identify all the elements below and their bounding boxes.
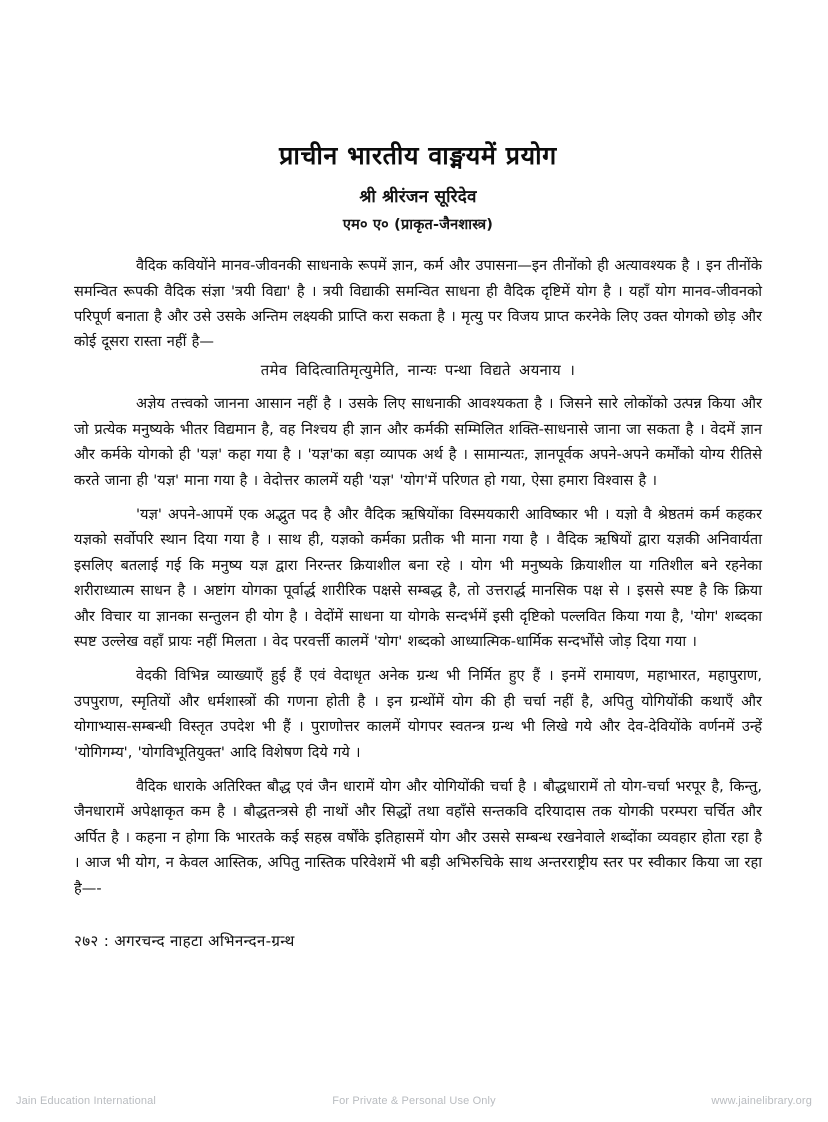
paragraph: वैदिक धाराके अतिरिक्त बौद्ध एवं जैन धारामें योग और योगियोंकी चर्चा है । बौद्धधारामें तो योग-चर्चा भरपूर है, किन्तु, जैनधारामें अपेक्षाकृत कम है । बौद्धतन्त्रसे ही नाथों और सिद्धों तथा वहाँसे सन्तकवि दरियादास तक योगकी परम्परा चर्चित और अर्पित है । कहना न होगा कि भारतके कई सहस्र वर्षोंके इतिहासमें योग और उससे सम्बन्ध रखनेवाले शब्दोंका व्यवहार होता रहा है । आज भी योग, न केवल आस्तिक, अपितु नास्तिक परिवेशमें भी बड़ी अभिरुचिके साथ अन्तरराष्ट्रीय स्तर पर स्वीकार किया जा रहा है—- [74, 777, 762, 897]
watermark-usage-notice: For Private & Personal Use Only [332, 1095, 496, 1107]
watermark-website: www.jainelibrary.org [711, 1095, 812, 1107]
page-title: प्राचीन भारतीय वाङ्मयमें प्रयोग [279, 141, 557, 170]
library-watermark-bar [0, 1080, 828, 1122]
author-name: श्री श्रीरंजन सूरिदेव [359, 187, 477, 208]
paragraph: 'यज्ञ' अपने-आपमें एक अद्भुत पद है और वैदिक ऋषियोंका विस्मयकारी आविष्कार भी । यज्ञो वै श्रेष्ठतमं कर्म कहकर यज्ञको सर्वोपरि स्थान दिया गया है । साथ ही, यज्ञको कर्मका प्रतीक भी माना गया है । वैदिक ऋषियों द्वारा यज्ञकी अनिवार्यता इसलिए बतलाई गई कि मनुष्य यज्ञ द्वारा निरन्तर क्रियाशील बना रहे । योग भी मनुष्यके क्रियाशील या गतिशील बने रहनेका शरीराध्यात्म साधन है । अष्टांग योगका पूर्वार्द्ध शारीरिक पक्षसे सम्बद्ध है, तो उत्तरार्द्ध मानसिक पक्ष से । इससे स्पष्ट है कि क्रिया और विचार या ज्ञानका सन्तुलन ही योग है । वेदोंमें साधना या योगके सन्दर्भमें इसी दृष्टिको पल्लवित किया गया है, 'योग' शब्दका स्पष्ट उल्लेख वहाँ प्रायः नहीं मिलता । वेद परवर्त्ती कालमें 'योग' शब्दको आध्यात्मिक-धार्मिक सन्दर्भोंसे जोड़ दिया गया । [74, 505, 762, 650]
masthead [74, 0, 762, 234]
page-content [74, 0, 762, 951]
body-text [74, 253, 762, 901]
author-credential: एम० ए० (प्राकृत-जैनशास्त्र) [342, 217, 494, 234]
paragraph: अज्ञेय तत्त्वको जानना आसान नहीं है । उसके लिए साधनाकी आवश्यकता है । जिसने सारे लोकोंको उत्पन्न किया और जो प्रत्येक मनुष्यके भीतर विद्यमान है, वह निश्चय ही ज्ञान और कर्मकी सम्मिलित शक्ति-साधनासे जाना जा सकता है । वेदमें ज्ञान और कर्मके योगको ही 'यज्ञ' कहा गया है । 'यज्ञ'का बड़ा व्यापक अर्थ है । सामान्यतः, ज्ञानपूर्वक अपने-अपने कर्मोंको योग्य रीतिसे करते जाना ही 'यज्ञ' माना गया है । वेदोत्तर कालमें यही 'यज्ञ' 'योग'में परिणत हो गया, ऐसा हमारा विश्वास है । [74, 395, 762, 489]
page-footline: २७२ : अगरचन्द नाहटा अभिनन्दन-ग्रन्थ [74, 932, 295, 950]
paragraph: वैदिक कवियोंने मानव-जीवनकी साधनाके रूपमें ज्ञान, कर्म और उपासना—इन तीनोंको ही अत्यावश्यक है । इन तीनोंके समन्वित रूपकी वैदिक संज्ञा 'त्रयी विद्या' है । त्रयी विद्याकी समन्वित साधना ही वैदिक दृष्टिमें योग है । यहाँ योग मानव-जीवनको परिपूर्ण बनाता है और उसे उसके अन्तिम लक्ष्यकी प्राप्ति करा सकता है । मृत्यु पर विजय प्राप्त करनेके लिए उक्त योगको छोड़ और कोई दूसरा रास्ता नहीं है— [74, 257, 762, 351]
watermark-organization: Jain Education International [16, 1095, 156, 1107]
sanskrit-verse: तमेव विदित्वातिमृत्युमेति, नान्यः पन्था विद्यते अयनाय । [260, 361, 576, 379]
paragraph: वेदकी विभिन्न व्याख्याएँ हुई हैं एवं वेदाधृत अनेक ग्रन्थ भी निर्मित हुए हैं । इनमें रामायण, महाभारत, महापुराण, उपपुराण, स्मृतियों और धर्मशास्त्रों की गणना होती है । इन ग्रन्थोंमें योग की ही चर्चा नहीं है, अपितु योगियोंकी कथाएँ और योगाभ्यास-सम्बन्धी विस्तृत उपदेश भी हैं । पुराणोत्तर कालमें योगपर स्वतन्त्र ग्रन्थ भी लिखे गये और देव-देवियोंके वर्णनमें उन्हें 'योगिगम्य', 'योगविभूतियुक्त' आदि विशेषण दिये गये । [74, 667, 762, 761]
